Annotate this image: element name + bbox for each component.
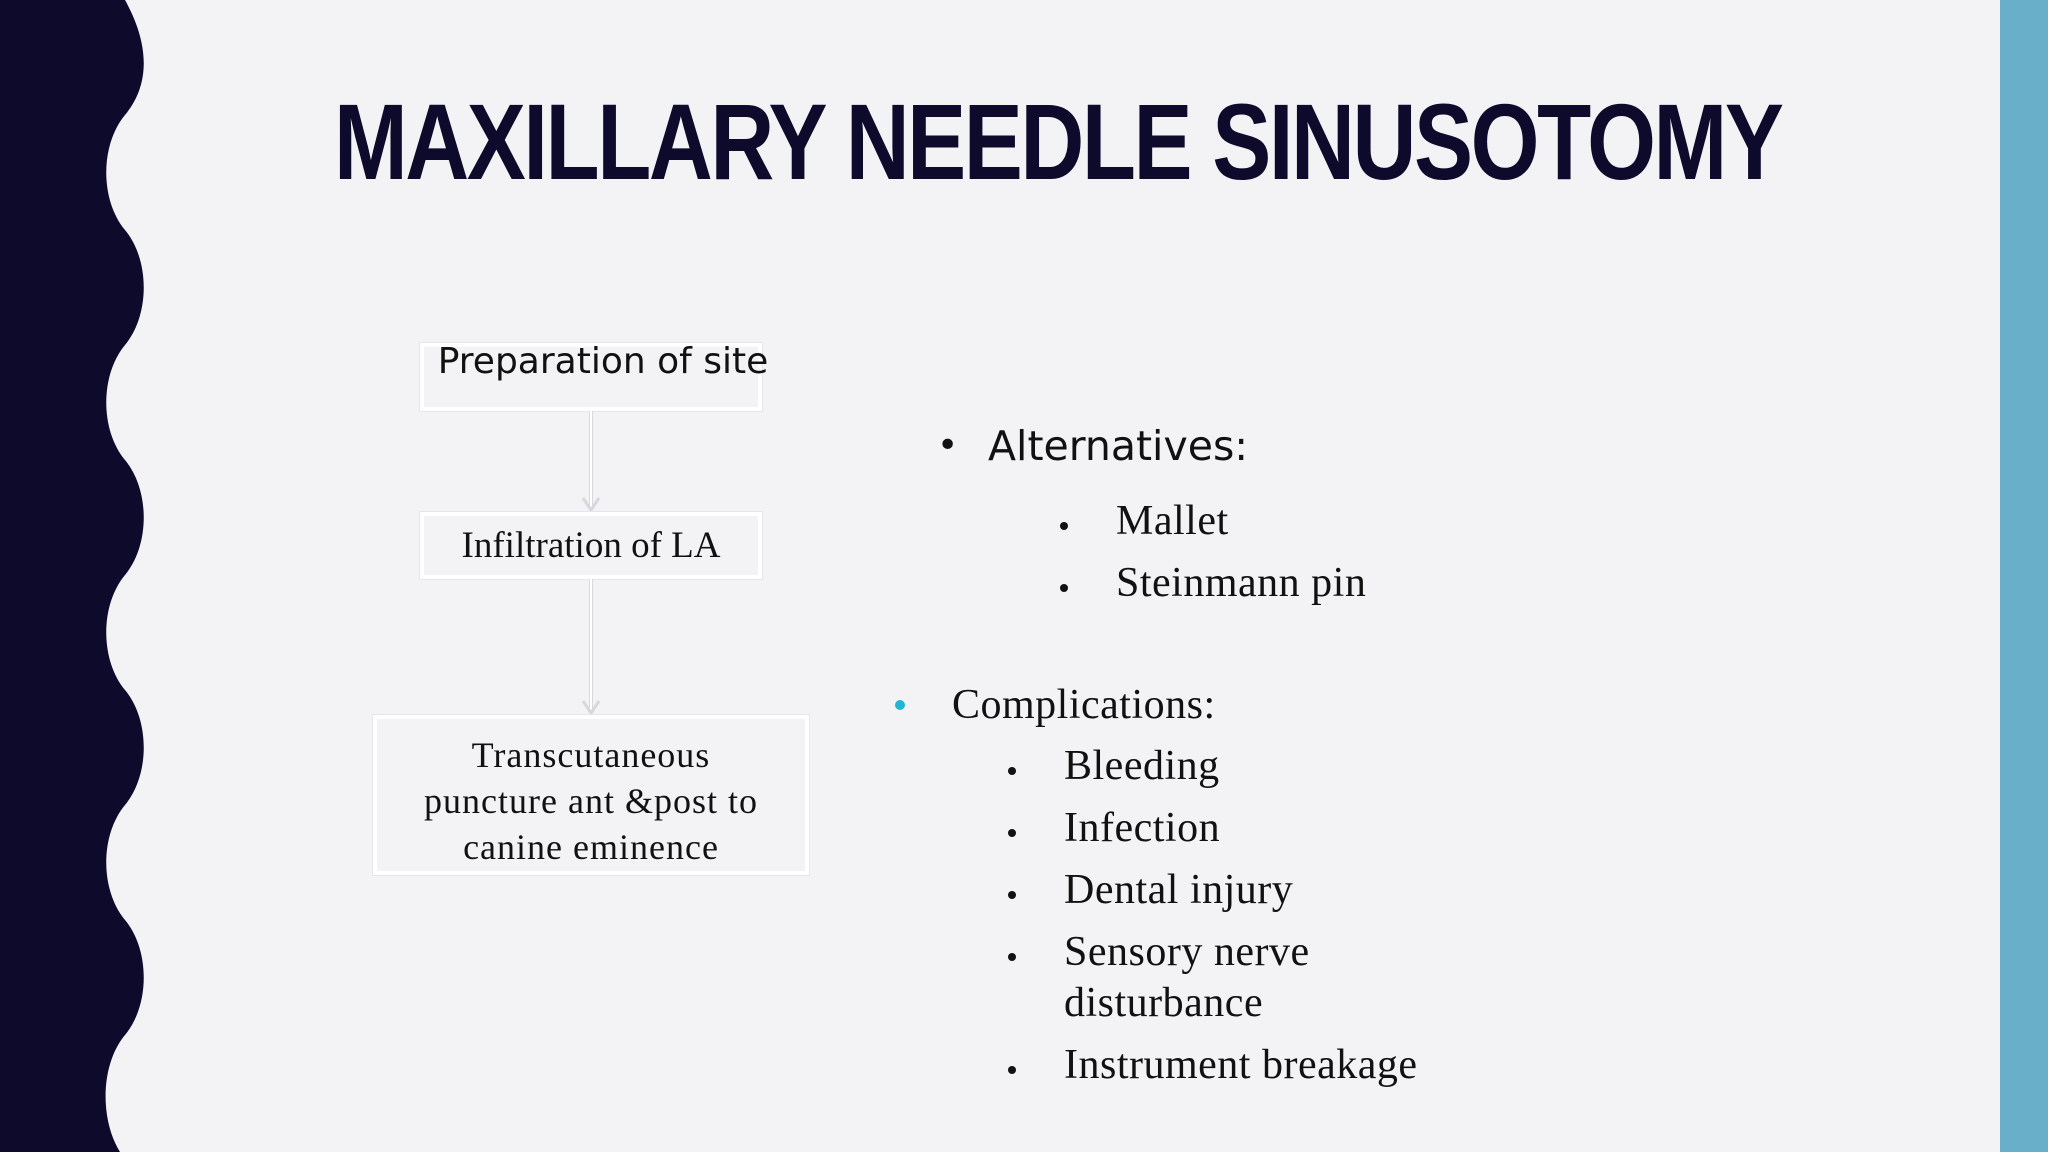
flow-step-label: Preparation of site xyxy=(437,341,769,382)
flow-arrow-down xyxy=(581,579,601,715)
slide-title: MAXILLARY NEEDLE SINUSOTOMY xyxy=(334,81,1782,202)
complication-item: Infection xyxy=(1064,805,1221,851)
bullet-icon xyxy=(1008,1066,1016,1074)
bullet-icon xyxy=(1060,584,1068,592)
flow-arrow-down xyxy=(581,411,601,512)
flow-step-line: Transcutaneous xyxy=(471,735,711,775)
flow-step-line: canine eminence xyxy=(463,827,719,867)
flow-step-puncture xyxy=(373,715,809,875)
flow-step-line: puncture ant &post to xyxy=(424,781,758,821)
complication-item: Dental injury xyxy=(1064,867,1294,913)
complication-item-continuation: disturbance xyxy=(1064,980,1264,1026)
alternatives-heading: Alternatives: xyxy=(988,422,1249,470)
right-accent-band xyxy=(2000,0,2048,1152)
bullet-icon xyxy=(1008,829,1016,837)
complication-item: Instrument breakage xyxy=(1064,1042,1418,1088)
bullet-icon: • xyxy=(937,425,959,466)
bullet-icon xyxy=(1008,953,1016,961)
bullet-icon xyxy=(1060,522,1068,530)
flow-step-preparation xyxy=(420,341,769,411)
alternative-item: Steinmann pin xyxy=(1116,560,1367,606)
complication-item: Bleeding xyxy=(1064,743,1220,789)
complication-item: Sensory nerve xyxy=(1064,929,1310,975)
flow-step-infiltration xyxy=(420,512,762,579)
left-wave-decoration xyxy=(0,0,160,1152)
alternative-item: Mallet xyxy=(1116,498,1229,544)
flow-step-label: Infiltration of LA xyxy=(461,525,721,566)
bullet-icon xyxy=(1008,767,1016,775)
accent-bullet-icon xyxy=(895,700,905,710)
bullet-icon xyxy=(1008,891,1016,899)
complications-heading: Complications: xyxy=(952,682,1216,728)
